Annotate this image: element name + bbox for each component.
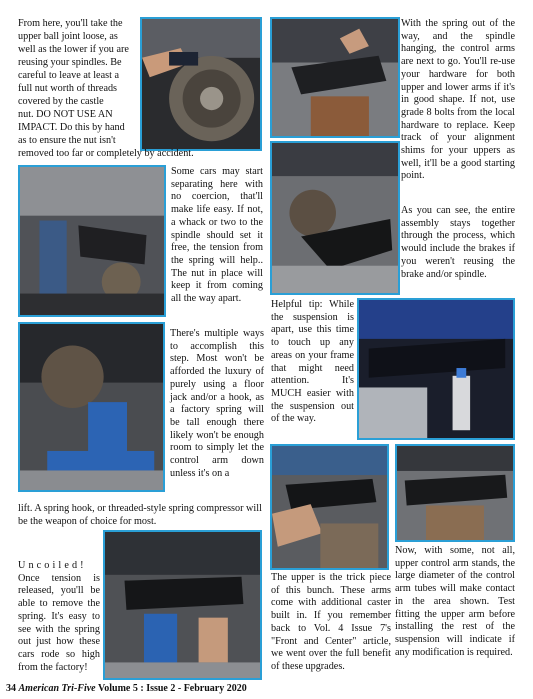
- text-block-upper-arm: The upper is the trick piece of this bunch. These arms come with additional caster built in. If you remember back to Vol. 4 Issue 7's "Front and Center" article, we went over the full benefit of these upgrades.: [271, 572, 391, 672]
- text-line: removed too far or completely by accident.: [18, 148, 194, 159]
- text-block-helpful-tip: Helpful tip: While the suspension is apart, use this time to touch up any areas on your frame that might need attention. It's MUCH easier with the suspension out of the way.: [271, 299, 354, 425]
- photo-spindle-hanging-art: [20, 167, 164, 315]
- photo-lower-arm-art: [272, 143, 398, 293]
- photo-arm-stand-art: [397, 446, 513, 540]
- text-block-arm-stands: Now, with some, not all, upper control arm stands, the large diameter of the control arm tubes will make contact in the area shown. Test fitting the upper arm before installing the rest of the suspension will indicate if any modification is required.: [395, 545, 515, 658]
- text-line: upper ball joint loose, as: [18, 31, 118, 42]
- text-line: careful to leave at least a: [18, 70, 119, 81]
- photo-frame-touchup: [357, 298, 515, 440]
- text-block-separating: Some cars may start separating here with no coercion, that'll make life easy. If not, a whack or two to the spindle should set it free, the tension from the spring will help.. The nut in place will keep it from coming all the way apart.: [171, 166, 263, 305]
- photo-floor-jack: [18, 322, 165, 492]
- publication-name: American Tri-Five: [18, 683, 96, 694]
- photo-floor-jack-art: [20, 324, 163, 490]
- photo-lower-arm: [270, 141, 400, 295]
- photo-spring-out-art: [272, 19, 398, 136]
- text-line: nut. DO NOT USE AN: [18, 109, 113, 120]
- text-line: From here, you'll take the: [18, 18, 123, 29]
- uncoiled-heading: Uncoiled!: [18, 560, 87, 571]
- photo-ball-joint: [140, 17, 262, 151]
- photo-frame-touchup-art: [359, 300, 513, 438]
- photo-spring-removed: [103, 530, 262, 680]
- text-line: full nut worth of threads: [18, 83, 118, 94]
- text-block-control-arms: With the spring out of the way, and the spindle hanging, the control arms are next to go. You'll re-use your hardware for both upper and lower arms if it's in good shape. If not, use grade 8 bolts from the local hardware to replace. Keep track of your alignment shims for your uppers as well, it'll be a good starting point.: [401, 18, 515, 182]
- page-number: 34: [6, 683, 16, 694]
- text-line: well as the lower if you are: [18, 44, 129, 55]
- text-line: covered by the castle: [18, 96, 104, 107]
- text-block-entire-assembly: As you can see, the entire assembly stays together through the process, which would include the brakes if you weren't reusing the brake and/or spindle.: [401, 205, 515, 280]
- text-line: reusing your spindles. Be: [18, 57, 122, 68]
- photo-arm-stand: [395, 444, 515, 542]
- text-block-multiple-ways: There's multiple ways to accomplish this step. Most won't be afforded the luxury of purely using a floor jack and/or a hook, as a factory spring will be tall enough there likely won't be enough room to simply let the control arm down unless it's on a: [170, 328, 264, 479]
- photo-spring-out: [270, 17, 400, 138]
- text-line: IMPACT. Do this by hand: [18, 122, 125, 133]
- uncoiled-body: Once tension is released, you'll be able to remove the spring. It's easy to see with the spring out just how these cars rode so high from the factory!: [18, 572, 100, 673]
- photo-upper-arm-art: [272, 446, 387, 568]
- photo-spring-removed-art: [105, 532, 260, 678]
- page-footer: [6, 683, 247, 694]
- text-block-spring-hook: lift. A spring hook, or threaded-style spring compressor will be the weapon of choice for most.: [18, 503, 262, 527]
- photo-upper-arm: [270, 444, 389, 570]
- photo-ball-joint-art: [142, 19, 260, 149]
- text-line: as to ensure the nut isn't: [18, 135, 116, 146]
- photo-spindle-hanging: [18, 165, 166, 317]
- text-block-uncoiled: [18, 560, 100, 674]
- issue-info: Volume 5 : Issue 2 - February 2020: [97, 683, 247, 694]
